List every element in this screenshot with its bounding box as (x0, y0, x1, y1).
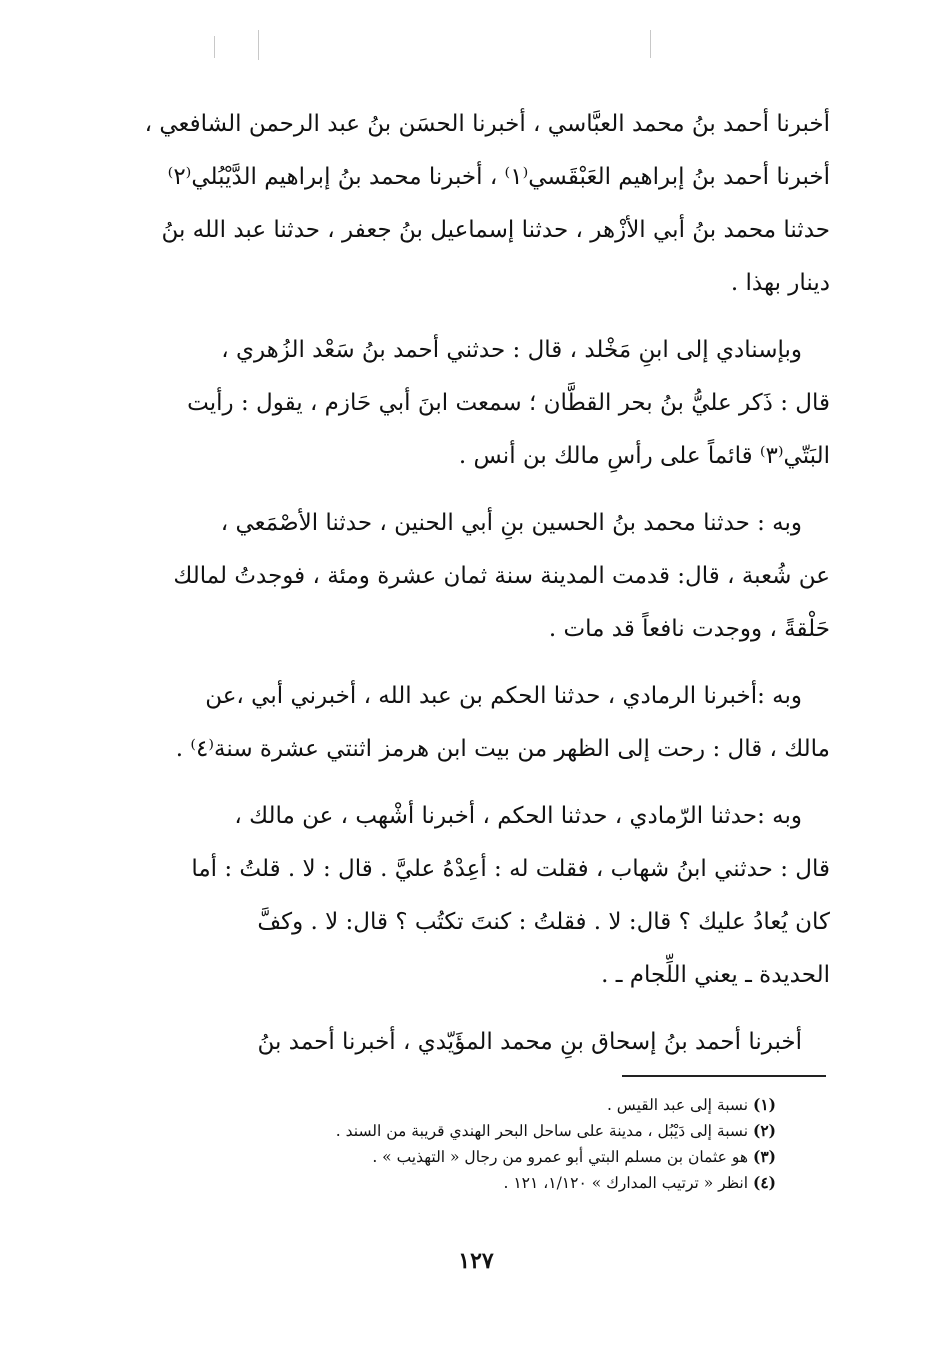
footnote-text: هو عثمان بن مسلم البتي أبو عمرو من رجال « التهذيب » . (372, 1148, 749, 1166)
footnote-text: نسبة إلى دَيْبُل ، مدينة على ساحل البحر الهندي قريبة من السند . (335, 1122, 749, 1140)
paragraph (150, 670, 830, 776)
text-line: أخبرنا أحمد بنُ إسحاق بنِ محمد المؤَيّدي ، أخبرنا أحمد بنُ (257, 1029, 802, 1055)
paragraph (150, 1016, 830, 1069)
footnote (216, 1092, 776, 1118)
footnote (216, 1144, 776, 1170)
footnote-separator (622, 1075, 826, 1077)
footnote-text: انظر « ترتيب المدارك » ١/١٢٠، ١٢١ . (503, 1174, 749, 1192)
text-line: وبه :أخبرنا الرمادي ، حدثنا الحكم بن عبد الله ، أخبرني أبي ،عن (205, 683, 802, 709)
text-line: دينار بهذا . (730, 270, 830, 296)
scan-mark (214, 36, 215, 58)
paragraph (144, 98, 830, 310)
footnote (216, 1170, 776, 1196)
main-text (144, 98, 830, 1083)
paragraph (150, 497, 830, 656)
text-line: مالك ، قال : رحت إلى الظهر من بيت ابن هرمز اثنتي عشرة سنة⁽٤⁾ . (175, 736, 830, 762)
text-line: قال : ذَكر عليُّ بنُ بحر القطَّان ؛ سمعت ابنَ أبي حَازم ، يقول : رأيت (187, 390, 830, 416)
text-line: وبإسنادي إلى ابنِ مَخْلد ، قال : حدثني أحمد بنُ سَعْد الزُهري ، (221, 337, 802, 363)
text-line: حَلْقةً ، ووجدت نافعاً قد مات . (548, 616, 830, 642)
paragraph (150, 790, 830, 1002)
footnote (216, 1118, 776, 1144)
scan-mark (650, 30, 651, 58)
scan-mark (258, 30, 259, 60)
text-line: كان يُعادُ عليك ؟ قال: لا . فقلتُ : كنتَ تكتُب ؟ قال: لا . وكفَّ (257, 909, 830, 935)
text-line: وبه : حدثنا محمد بنُ الحسين بنِ أبي الحنين ، حدثنا الأصْمَعي ، (220, 510, 802, 536)
text-line: قال : حدثني ابنُ شهاب ، فقلت له : أعِدْهُ عليَّ . قال : لا . قلتُ : أما (191, 856, 830, 882)
paragraph (150, 324, 830, 483)
text-line: أخبرنا أحمد بنُ محمد العبَّاسي ، أخبرنا الحسَن بنُ عبد الرحمن الشافعي ، (144, 111, 830, 137)
text-line: حدثنا محمد بنُ أبي الأزْهر ، حدثنا إسماعيل بنُ جعفر ، حدثنا عبد الله بنُ (161, 217, 830, 243)
text-line: وبه :حدثنا الرّمادي ، حدثنا الحكم ، أخبرنا أشْهب ، عن مالك ، (234, 803, 802, 829)
footnote-number: (١) (752, 1095, 776, 1114)
footnote-number: (٤) (752, 1173, 776, 1192)
text-line: عن شُعبة ، قال: قدمت المدينة سنة ثمان عشرة ومئة ، فوجدتُ لمالك (173, 563, 830, 589)
text-line: البَتّي⁽٣⁾ قائماً على رأسِ مالك بن أنس . (458, 443, 830, 469)
footnotes (216, 1092, 776, 1196)
footnote-number: (٢) (752, 1121, 776, 1140)
text-line: أخبرنا أحمد بنُ إبراهيم العَبْقَسي⁽١⁾ ، أخبرنا محمد بنُ إبراهيم الدَّيْبُلي⁽٢⁾ (167, 164, 830, 190)
footnote-number: (٣) (752, 1147, 776, 1166)
page-number: ١٢٧ (458, 1248, 494, 1274)
footnote-text: نسبة إلى عبد القيس . (606, 1096, 749, 1114)
text-line: الحديدة ـ يعني اللِّجام ـ . (601, 962, 830, 988)
